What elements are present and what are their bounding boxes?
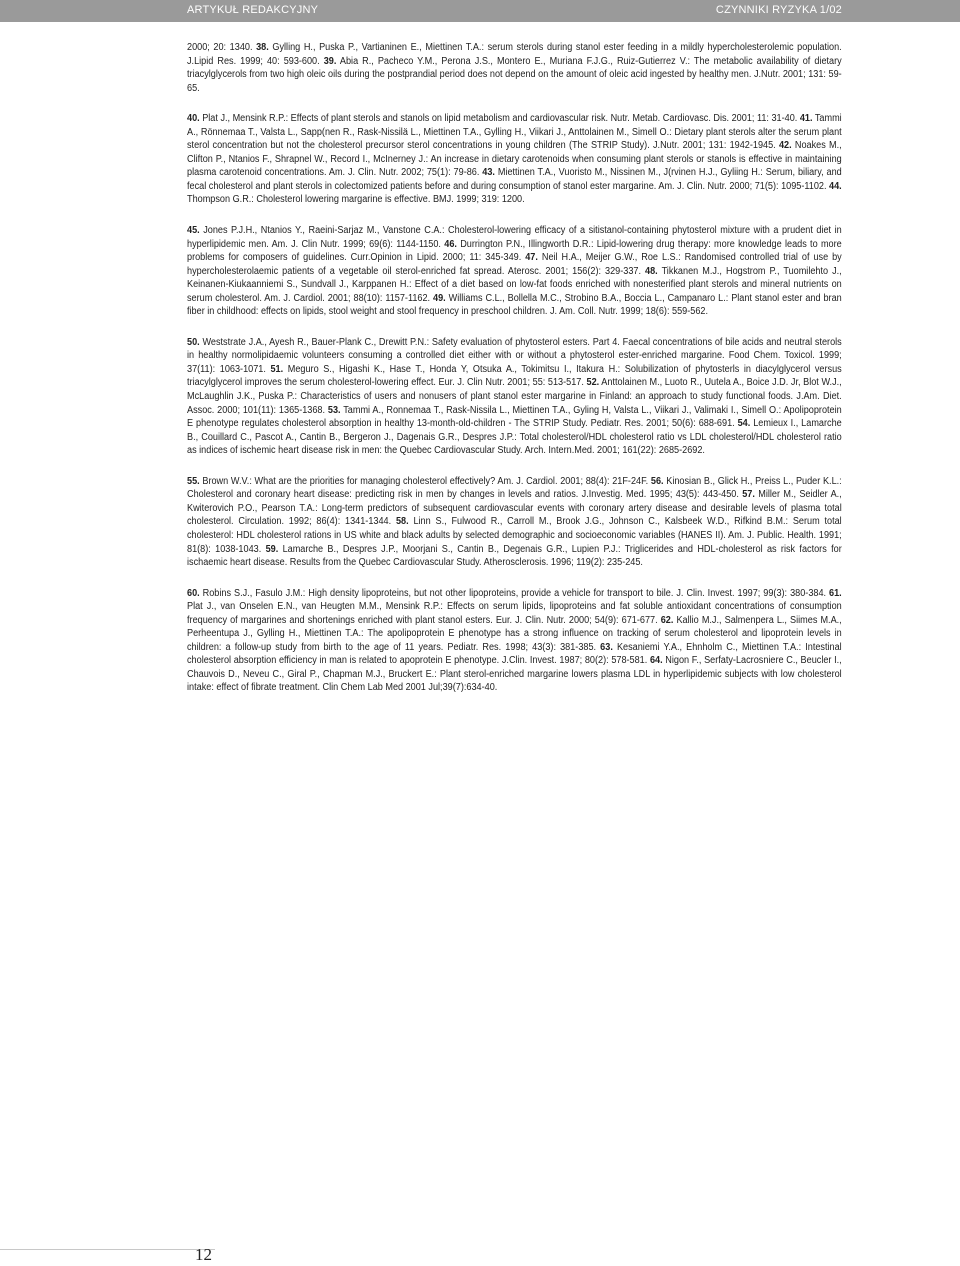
reference-paragraph bbox=[187, 112, 842, 207]
reference-number: 56. bbox=[650, 475, 664, 487]
reference-text: Tammi A., Rönnemaa T., Valsta L., Sapp(nen R., Rask-Nissilä L., Miettinen T.A., Gylling H., Viikari J., Anttolainen M., Simell O.: Dietary plant sterols alter the serum plant sterol concentration but not the cholesterol precursor sterol concentrations in young children (The STRIP Study). J.Nutr. 2001; 131: 1942-1945. bbox=[187, 113, 842, 152]
reference-number: 53. bbox=[327, 404, 341, 416]
reference-text: Weststrate J.A., Ayesh R., Bauer-Plank C., Drewitt P.N.: Safety evaluation of phytosterol esters. Part 4. Faecal concentrations of bile acids and neutral sterols in healthy normolipidaemic volunteers consuming a controlled diet either with or without a phytosterol ester-enriched margarine. Food Chem. Toxicol. 1999; 37(11): 1063-1071. bbox=[187, 336, 842, 375]
reference-text: Brown W.V.: What are the priorities for managing cholesterol effectively? Am. J. Cardiol. 2001; 88(4): 21F-24F. bbox=[199, 475, 651, 487]
reference-number: 45. bbox=[187, 225, 200, 237]
reference-number: 57. bbox=[742, 489, 755, 501]
reference-number: 43. bbox=[482, 167, 495, 179]
reference-text: Robins S.J., Fasulo J.M.: High density lipoproteins, but not other lipoproteins, provide a vehicle for transport to bile. J. Clin. Invest. 1997; 99(3): 380-384. bbox=[199, 587, 830, 599]
reference-number: 55. bbox=[187, 475, 200, 487]
journal-issue-label: CZYNNIKI RYZYKA 1/02 bbox=[715, 4, 842, 16]
reference-paragraph bbox=[187, 224, 842, 319]
reference-number: 47. bbox=[525, 252, 538, 264]
reference-text: Kinosian B., Glick H., Preiss L., Puder K.L.: Cholesterol and coronary heart disease: predicting risk in men by changes in levels and ratios. J.Investig. Med. 1995; 43(5): 443-450. bbox=[187, 475, 842, 501]
reference-text: Plat J., Mensink R.P.: Effects of plant sterols and stanols on lipid metabolism and cardiovascular risk. Nutr. Metab. Cardiovasc. Dis. 2001; 11: 31-40. bbox=[199, 113, 800, 125]
reference-number: 46. bbox=[444, 238, 457, 250]
footer-divider bbox=[0, 1249, 215, 1250]
reference-text: Noakes M., Clifton P., Ntanios F., Shrapnel W., Record I., McInerney J.: An increase in dietary carotenoids when consuming plant sterols or stanols is effective in maintaining plasma carotenoid concentrations. Am. J. Clin. Nutr. 2002; 75(1): 79-86. bbox=[187, 140, 842, 179]
reference-number: 52. bbox=[586, 377, 600, 389]
reference-paragraph bbox=[187, 336, 842, 458]
reference-paragraph bbox=[187, 475, 842, 570]
reference-text: Thompson G.R.: Cholesterol lowering margarine is effective. BMJ. 1999; 319: 1200. bbox=[187, 194, 525, 206]
reference-number: 44. bbox=[829, 180, 842, 192]
reference-text: Durrington P.N., Illingworth D.R.: Lipid-lowering drug therapy: more knowledge leads to more problems for composers of guidelines. Curr.Opinion in Lipid. 2000; 11: 345-349. bbox=[187, 238, 842, 264]
reference-text: Miettinen T.A., Vuoristo M., Nissinen M., J(rvinen H.J., Gyliing H.: Serum, biliary, and fecal cholesterol and plant sterols in colectomized patients before and during consumption of stanol ester margarine. Am. J. Clin. Nutr. 2000; 71(5): 1095-1102. bbox=[187, 167, 842, 192]
reference-number: 48. bbox=[645, 265, 658, 277]
reference-text: Williams C.L., Bollella M.C., Strobino B.A., Boccia L., Campanaro L.: Plant stanol ester and bran fiber in childhood: effects on lipids, stool weight and stool frequency in preschool children. J. Am. Coll. Nutr. 1999; 18(6): 559-562. bbox=[187, 292, 842, 318]
reference-paragraph bbox=[187, 41, 842, 95]
reference-number: 61. bbox=[829, 587, 842, 599]
reference-number: 59. bbox=[265, 543, 279, 555]
references-list bbox=[187, 41, 842, 712]
reference-text: Linn S., Fulwood R., Carroll M., Brook J.G., Johnson C., Kalsbeek W.D., Rifkind B.M.: Serum total cholesterol: HDL cholesterol rations in US white and black adults by selected demographic and socioeconomic variables (HANES II). Am. J. Public. Health. 1991; 81(8): 1038-1043. bbox=[187, 516, 842, 555]
reference-text: Anttolainen M., Luoto R., Uutela A., Boice J.D. Jr, Blot W.J., McLaughlin J.K., Puska P.: Characteristics of users and nonusers of plant stanol ester margarine in Finland: an approach to study functional foods. J.Am. Diet. Assoc. 2000; 101(11): 1365-1368. bbox=[187, 377, 842, 416]
reference-text: Kesaniemi Y.A., Ehnholm C., Miettinen T.A.: Intestinal cholesterol absorption efficiency in man is related to apoprotein E phenotype. J.Clin. Invest. 1987; 80(2): 578-581. bbox=[187, 641, 842, 667]
reference-text: Meguro S., Higashi K., Hase T., Honda Y, Otsuka A., Tokimitsu I., Itakura H.: Solubilization of phytosterls in diacylglycerol versus triacylglycerol improves the serum cholesterol-lowering effect. Eur. J. Clin Nutr. 2001; 55: 513-517. bbox=[187, 363, 842, 389]
reference-text: Jones P.J.H., Ntanios Y., Raeini-Sarjaz M., Vanstone C.A.: Cholesterol-lowering efficacy of a sitistanol-containing phytosterol mixture with a prudent diet in hyperlipidemic men. Am. J. Clin Nutr. 1999; 69(6): 1144-1150. bbox=[187, 225, 842, 250]
section-label: ARTYKUŁ REDAKCYJNY bbox=[187, 4, 319, 16]
reference-number: 51. bbox=[270, 363, 284, 375]
reference-number: 39. bbox=[323, 55, 337, 67]
reference-number: 41. bbox=[799, 113, 813, 125]
reference-text: Neil H.A., Meijer G.W., Roe L.S.: Randomised controlled trial of use by hypercholesterolaemic patients of a vegetable oil sterol-enriched fat spread. Aterosc. 2001; 156(2): 329-337. bbox=[187, 252, 842, 277]
reference-text: Gylling H., Puska P., Vartianinen E., Miettinen T.A.: serum sterols during stanol ester feeding in a mildly hypercholesterolemic population. J.Lipid Res. 1999; 40: 593-600. bbox=[187, 42, 842, 67]
reference-number: 38. bbox=[256, 42, 269, 53]
reference-number: 60. bbox=[187, 587, 200, 599]
page-number: 12 bbox=[195, 1245, 212, 1264]
reference-number: 58. bbox=[395, 516, 409, 528]
reference-number: 54. bbox=[737, 418, 751, 430]
reference-text: 2000; 20: 1340. bbox=[187, 42, 257, 53]
reference-number: 40. bbox=[187, 113, 200, 125]
reference-number: 49. bbox=[433, 292, 446, 304]
reference-text: Miller M., Seidler A., Kwiterovich P.O., Pearson T.A.: Long-term predictors of subsequent cardiovascular events with coronary artery disease and desirable levels of plasma total cholesterol. Circulation. 1992; 86(4): 1341-1344. bbox=[187, 489, 842, 528]
reference-number: 64. bbox=[649, 655, 663, 667]
running-header bbox=[0, 0, 960, 22]
reference-text: Tammi A., Ronnemaa T., Rask-Nissila L., Miettinen T.A., Gyling H, Valsta L., Viikari J., Valimaki I., Simell O.: Apolipoprotein E phenotype regulates cholesterol absorption in healthy 13-month-old-children - The STRIP Study. Pediatr. Res. 2001; 50(6): 688-691. bbox=[187, 404, 842, 430]
reference-text: Abia R., Pacheco Y.M., Perona J.S., Montero E., Muriana F.J.G., Ruiz-Gutierrez V.: The metabolic availability of dietary triacylglycerols from two high oleic oils during the postprandial period does not depend on the amount of oleic acid ingested by healthy men. J.Nutr. 2001; 131: 59-65. bbox=[187, 55, 842, 94]
reference-number: 42. bbox=[778, 140, 792, 152]
reference-paragraph bbox=[187, 587, 842, 695]
reference-number: 50. bbox=[187, 336, 200, 348]
reference-number: 63. bbox=[600, 641, 613, 653]
reference-text: Plat J., van Onselen E.N., van Heugten M.M., Mensink R.P.: Effects on serum lipids, lipoproteins and fat soluble antioxidant concentrations of consumption frequency of margarines and shortenings enriched with plant stanol esters. Eur. J. Clin. Nutr. 2000; 54(9): 671-677. bbox=[187, 601, 842, 626]
reference-text: Lemieux I., Lamarche B., Couillard C., Pascot A., Cantin B., Bergeron J., Dagenais G.R., Despres J.P.: Total cholesterol/HDL cholesterol ratio vs LDL cholesterol/HDL cholesterol ratio as indices of ischemic heart disease risk in men: the Quebec Cardiovascular Study. Arch. Intern.Med. 2001; 161(22): 2685-2692. bbox=[187, 418, 842, 457]
reference-text: Kallio M.J., Salmenpera L., Siimes M.A., Perheentupa J., Gylling H., Miettinen T.A.: The apolipoprotein E phenotype has a strong influence on tracking of serum cholesterol and lipoprotein levels in children: a follow-up study from birth to the age of 11 years. Pediatr. Res. 1998; 43(3): 381-385. bbox=[187, 614, 842, 653]
reference-text: Lamarche B., Despres J.P., Moorjani S., Cantin B., Degenais G.R., Lupien P.J.: Triglicerides and HDL-cholesterol as risk factors for ischaemic heart disease. Results from the Quebec Cardiovascular Study. Atherosclerosis. 1996; 119(2): 235-245. bbox=[187, 543, 842, 569]
reference-text: Tikkanen M.J., Hogstrom P., Tuomilehto J., Keinanen-Kiukaanniemi S., Sundvall J., Karppanen H.: Effect of a diet based on low-fat foods enriched with nonesterified plant sterols and mineral nutrients on serum cholesterol. Am. J. Cardiol. 2001; 88(10): 1157-1162. bbox=[187, 265, 842, 304]
reference-number: 62. bbox=[660, 614, 674, 626]
reference-text: Nigon F., Serfaty-Lacrosniere C., Beucler I., Chauvois D., Neveu C., Giral P., Chapman M.J., Bruckert E.: Plant sterol-enriched margarine lowers plasma LDL in hyperlipidemic subjects with low cholesterol intake: effect of fibrate treatment. Clin Chem Lab Med 2001 Jul;39(7):634-40. bbox=[187, 655, 842, 694]
